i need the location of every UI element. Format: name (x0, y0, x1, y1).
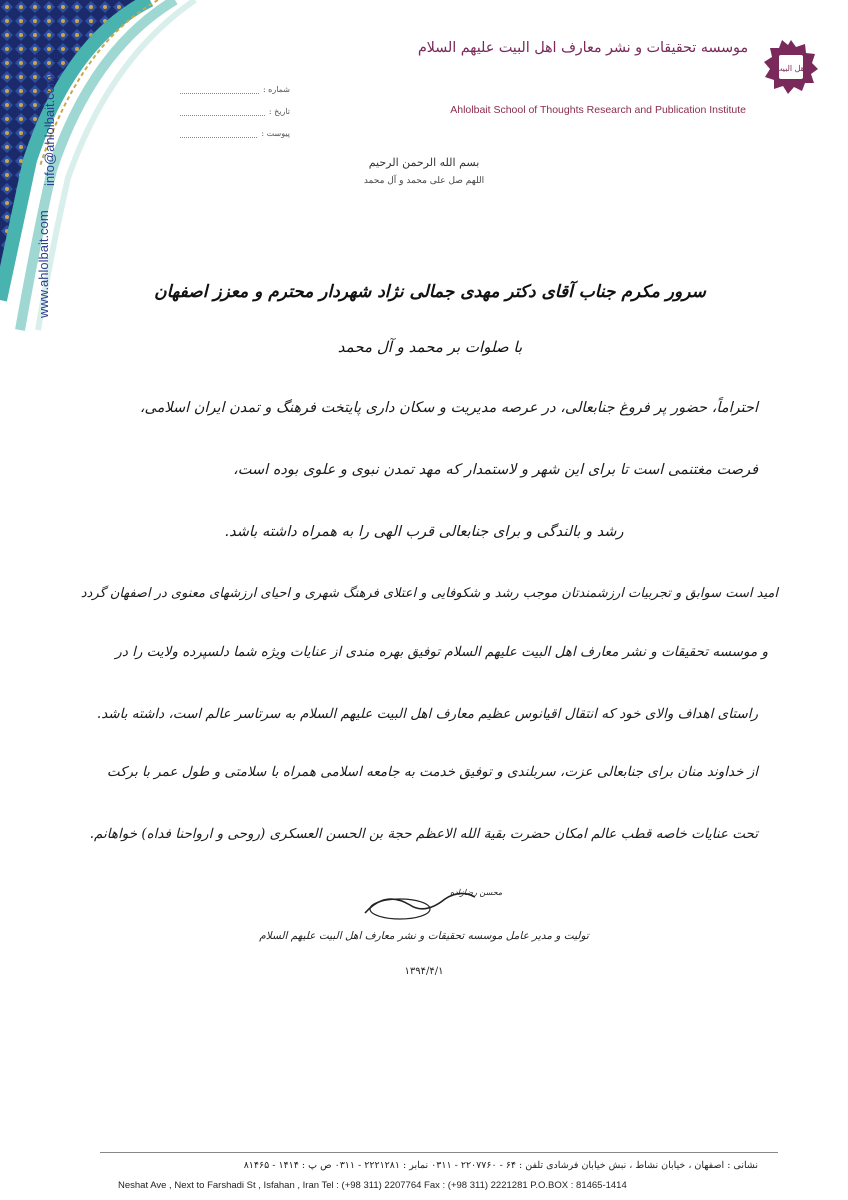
side-website: www.ahlolbait.com (36, 210, 51, 318)
meta-number-row (180, 72, 290, 94)
body-line: راستای اهداف والای خود که انتقال اقیانوس عظیم معارف اهل البیت علیهم السلام به سرتاسر عالم است، داشته باشد. (96, 706, 758, 722)
salawat-header: اللهم صل علی محمد و آل محمد (363, 176, 485, 186)
footer-divider (100, 1152, 778, 1153)
body-line: رشد و بالندگی و برای جنابعالی قرب الهی را به همراه داشته باشد. (224, 524, 624, 540)
letter-date: ۱۳۹۴/۴/۱ (404, 966, 444, 977)
institute-name-en: Ahlolbait School of Thoughts Research and Publication Institute (450, 104, 746, 116)
meta-attach-blank (180, 129, 257, 138)
meta-attach-row (180, 116, 290, 138)
body-line: از خداوند منان برای جنابعالی عزت، سربلندی و توفیق خدمت به جامعه اسلامی همراه با سلامتی و طول عمر با برکت (106, 764, 758, 780)
footer-address-fa: نشانی : اصفهان ، خیابان نشاط ، نبش خیابان فرشادی تلفن : ۶۴ - ۲۲۰۷۷۶۰ - ۰۳۱۱ نمابر : ۲۲۲۱۲۸۱ - ۰۳۱۱ ص پ : ۱۴۱۴ - ۸۱۴۶۵ (243, 1160, 758, 1171)
meta-number-label: شماره : (262, 85, 290, 94)
institute-name-fa: موسسه تحقیقات و نشر معارف اهل البیت علیهم السلام (417, 40, 748, 56)
meta-date-label: تاریخ : (268, 107, 290, 116)
letter-meta (180, 72, 290, 138)
meta-date-blank (180, 107, 265, 116)
meta-attach-label: پیوست : (261, 129, 290, 138)
logo-text: اهل البیت (774, 64, 808, 73)
body-line: احتراماً، حضور پر فروغ جنابعالی، در عرصه مدیریت و سکان داری پایتخت فرهنگ و تمدن ایران اسلامی، (139, 400, 758, 416)
body-line: و موسسه تحقیقات و نشر معارف اهل البیت علیهم السلام توفیق بهره مندی از عنایات ویژه شما دلسپرده ولایت را در (115, 644, 768, 660)
meta-date-row (180, 94, 290, 116)
signer-title: تولیت و مدیر عامل موسسه تحقیقات و نشر معارف اهل البیت علیهم السلام (259, 930, 589, 942)
side-email: info@ahlolbait.com (42, 75, 57, 186)
basmala: بسم الله الرحمن الرحیم (368, 156, 480, 169)
footer-address-en: Neshat Ave , Next to Farshadi St , Isfahan , Iran Tel : (+98 311) 2207764 Fax : (+98 311) 2221281 P.O.BOX : 81465-1414 (118, 1180, 627, 1191)
addressee: سرور مکرم جناب آقای دکتر مهدی جمالی نژاد شهردار محترم و معزز اصفهان (154, 282, 706, 302)
handwritten-signature (355, 885, 503, 925)
body-line: فرصت مغتنمی است تا برای این شهر و لاستمدار که مهد تمدن نبوی و علوی بوده است، (233, 462, 758, 478)
greeting: با صلوات بر محمد و آل محمد (337, 338, 523, 356)
meta-number-blank (180, 85, 259, 94)
signature-name: محسن رضازاده (450, 888, 503, 897)
body-line: امید است سوابق و تجربیات ارزشمندتان موجب رشد و شکوفایی و اعتلای فرهنگ شهری و احیای ارزشهای معنوی در اصفهان گردد (80, 586, 778, 601)
body-line: تحت عنایات خاصه قطب عالم امکان حضرت بقیة الله الاعظم حجة بن الحسن العسکری (روحی و ارواحنا فداه) خواهانم. (89, 826, 758, 842)
institute-logo (762, 38, 820, 96)
